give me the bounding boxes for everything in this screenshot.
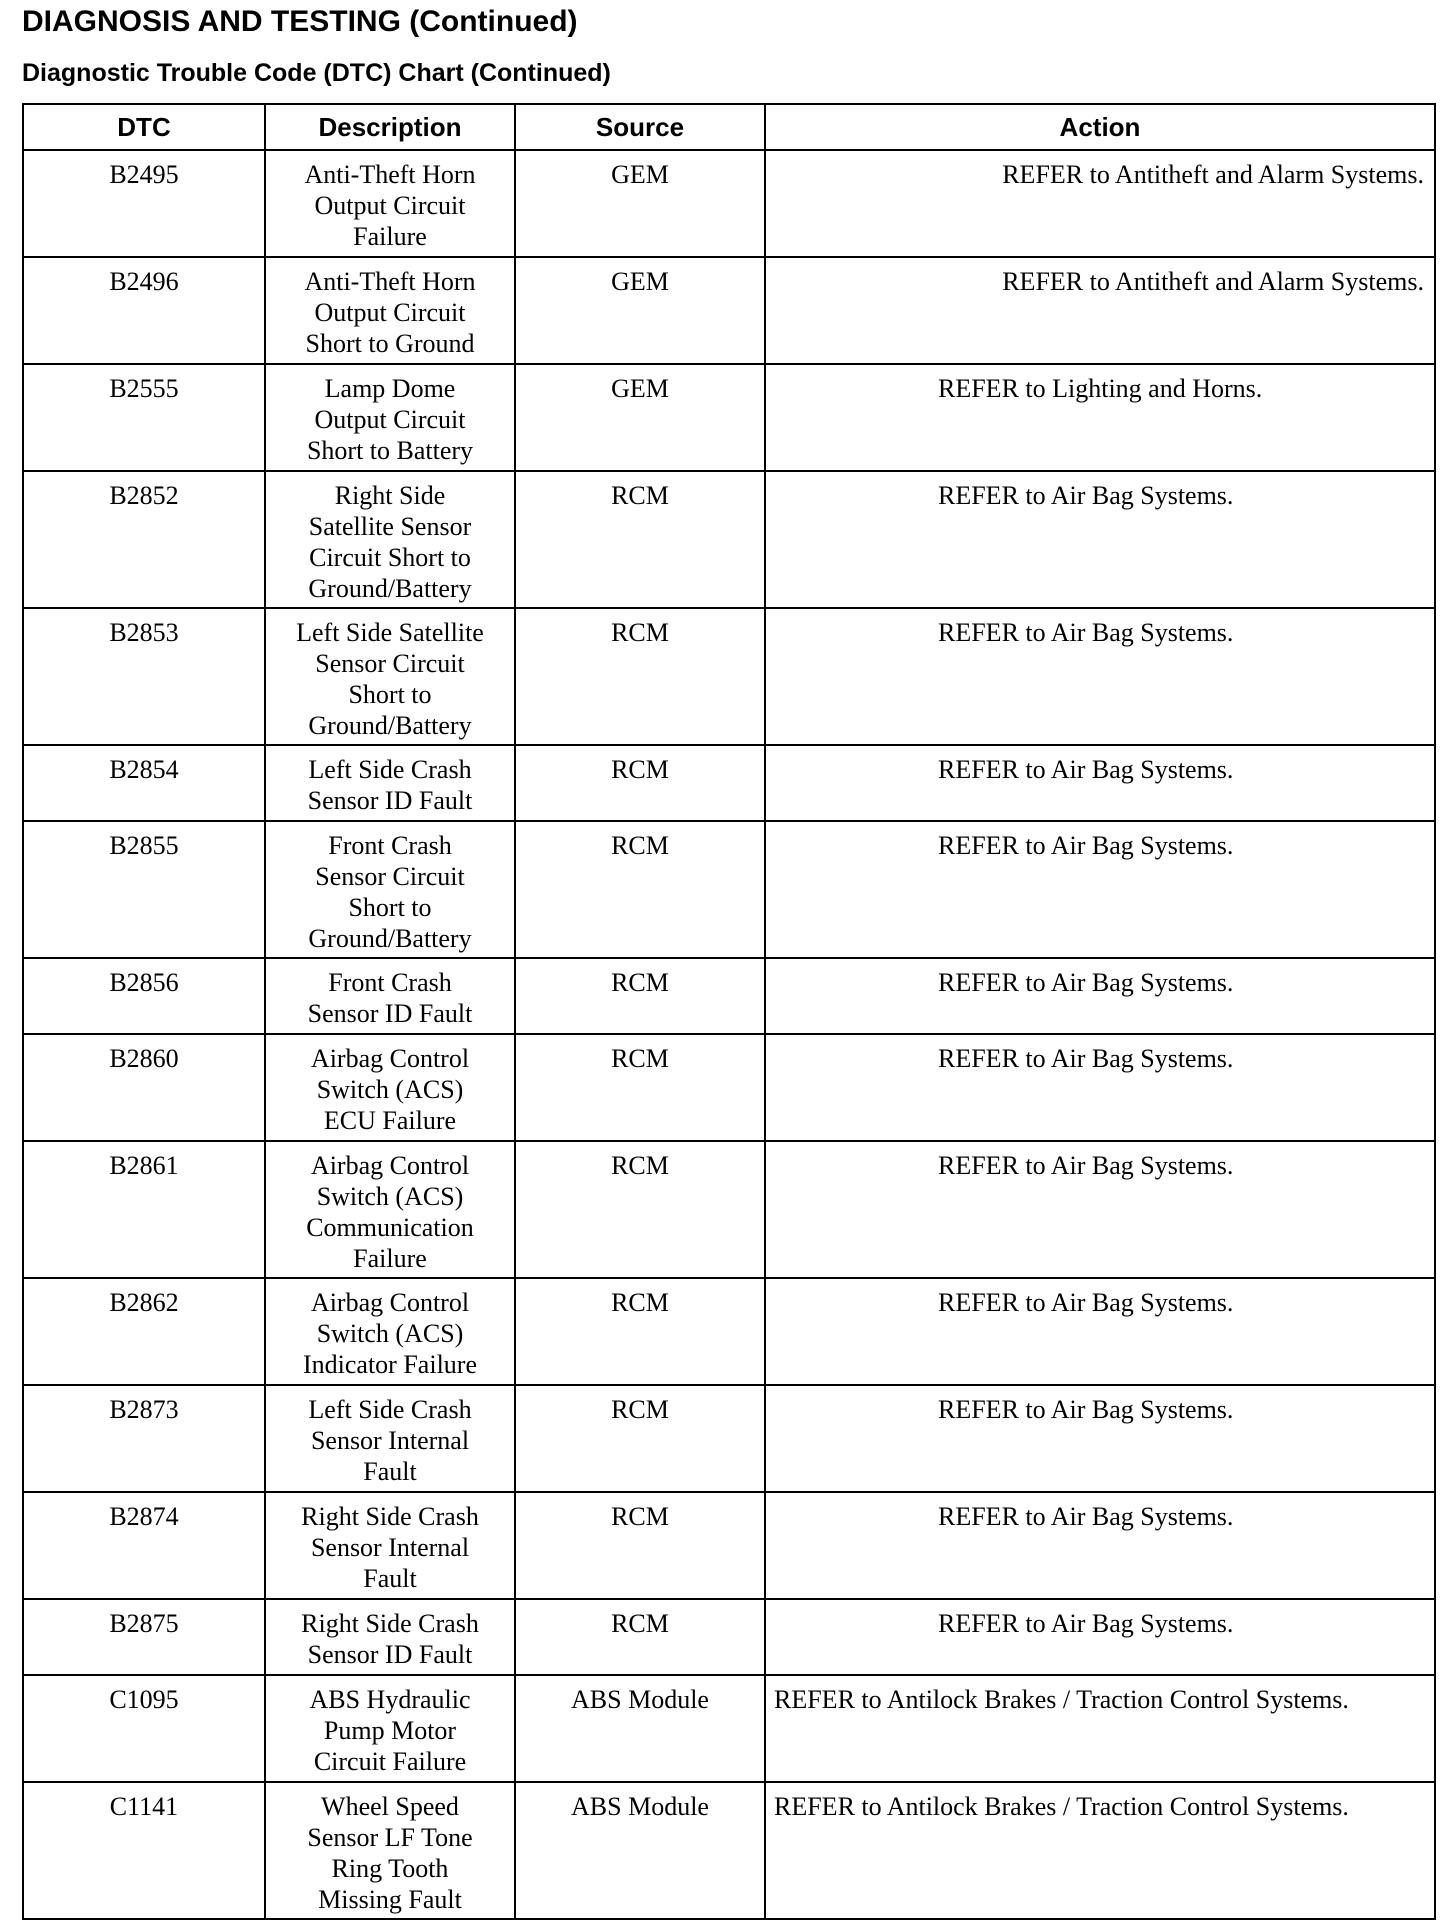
dtc-source: RCM xyxy=(515,1385,765,1492)
table-row xyxy=(23,1599,1435,1675)
dtc-code: C1095 xyxy=(23,1675,265,1782)
dtc-action: REFER to Air Bag Systems. xyxy=(765,1034,1435,1141)
dtc-code: B2856 xyxy=(23,958,265,1034)
dtc-source: RCM xyxy=(515,1278,765,1385)
dtc-description: Airbag Control Switch (ACS) Indicator Failure xyxy=(265,1278,515,1385)
table-row xyxy=(23,1278,1435,1385)
dtc-action: REFER to Antilock Brakes / Traction Control Systems. xyxy=(765,1675,1435,1782)
table-row xyxy=(23,471,1435,608)
dtc-action: REFER to Air Bag Systems. xyxy=(765,1278,1435,1385)
dtc-code: B2496 xyxy=(23,257,265,364)
table-row xyxy=(23,150,1435,257)
dtc-code: B2852 xyxy=(23,471,265,608)
table-row xyxy=(23,1385,1435,1492)
dtc-source: RCM xyxy=(515,608,765,745)
dtc-source: RCM xyxy=(515,958,765,1034)
dtc-source: RCM xyxy=(515,1034,765,1141)
dtc-description: Right Side Crash Sensor Internal Fault xyxy=(265,1492,515,1599)
dtc-source: RCM xyxy=(515,471,765,608)
dtc-description: ABS Hydraulic Pump Motor Circuit Failure xyxy=(265,1675,515,1782)
dtc-description: Left Side Crash Sensor Internal Fault xyxy=(265,1385,515,1492)
table-row xyxy=(23,1034,1435,1141)
table-row xyxy=(23,257,1435,364)
dtc-action: REFER to Air Bag Systems. xyxy=(765,1141,1435,1278)
table-row xyxy=(23,1492,1435,1599)
dtc-description: Left Side Satellite Sensor Circuit Short to Ground/Battery xyxy=(265,608,515,745)
dtc-chart-table xyxy=(22,103,1436,1920)
dtc-code: B2853 xyxy=(23,608,265,745)
dtc-action: REFER to Antitheft and Alarm Systems. xyxy=(765,150,1435,257)
dtc-description: Front Crash Sensor ID Fault xyxy=(265,958,515,1034)
table-header-row xyxy=(23,104,1435,150)
dtc-code: B2855 xyxy=(23,821,265,958)
dtc-source: GEM xyxy=(515,364,765,471)
dtc-source: RCM xyxy=(515,821,765,958)
dtc-action: REFER to Air Bag Systems. xyxy=(765,821,1435,958)
table-row xyxy=(23,821,1435,958)
dtc-description: Left Side Crash Sensor ID Fault xyxy=(265,745,515,821)
dtc-action: REFER to Air Bag Systems. xyxy=(765,1492,1435,1599)
dtc-description: Lamp Dome Output Circuit Short to Battery xyxy=(265,364,515,471)
dtc-source: RCM xyxy=(515,745,765,821)
page-title: DIAGNOSIS AND TESTING (Continued) xyxy=(22,5,578,38)
table-row xyxy=(23,958,1435,1034)
dtc-code: B2875 xyxy=(23,1599,265,1675)
dtc-source: ABS Module xyxy=(515,1782,765,1919)
dtc-action: REFER to Antitheft and Alarm Systems. xyxy=(765,257,1435,364)
table-row xyxy=(23,745,1435,821)
dtc-action: REFER to Air Bag Systems. xyxy=(765,608,1435,745)
dtc-code: B2495 xyxy=(23,150,265,257)
dtc-description: Airbag Control Switch (ACS) Communication Failure xyxy=(265,1141,515,1278)
dtc-code: B2555 xyxy=(23,364,265,471)
table-row xyxy=(23,1782,1435,1919)
dtc-code: B2861 xyxy=(23,1141,265,1278)
column-header-action: Action xyxy=(765,104,1435,150)
chart-subtitle: Diagnostic Trouble Code (DTC) Chart (Continued) xyxy=(22,59,611,87)
dtc-action: REFER to Antilock Brakes / Traction Control Systems. xyxy=(765,1782,1435,1919)
column-header-description: Description xyxy=(265,104,515,150)
table-row xyxy=(23,364,1435,471)
dtc-description: Right Side Satellite Sensor Circuit Short to Ground/Battery xyxy=(265,471,515,608)
dtc-description: Airbag Control Switch (ACS) ECU Failure xyxy=(265,1034,515,1141)
dtc-description: Anti-Theft Horn Output Circuit Failure xyxy=(265,150,515,257)
column-header-source: Source xyxy=(515,104,765,150)
dtc-action: REFER to Air Bag Systems. xyxy=(765,958,1435,1034)
dtc-description: Wheel Speed Sensor LF Tone Ring Tooth Missing Fault xyxy=(265,1782,515,1919)
dtc-description: Right Side Crash Sensor ID Fault xyxy=(265,1599,515,1675)
dtc-source: RCM xyxy=(515,1599,765,1675)
column-header-dtc: DTC xyxy=(23,104,265,150)
dtc-action: REFER to Air Bag Systems. xyxy=(765,471,1435,608)
dtc-source: ABS Module xyxy=(515,1675,765,1782)
dtc-code: B2860 xyxy=(23,1034,265,1141)
dtc-source: GEM xyxy=(515,150,765,257)
dtc-code: B2874 xyxy=(23,1492,265,1599)
dtc-description: Anti-Theft Horn Output Circuit Short to Ground xyxy=(265,257,515,364)
dtc-source: GEM xyxy=(515,257,765,364)
dtc-source: RCM xyxy=(515,1141,765,1278)
dtc-source: RCM xyxy=(515,1492,765,1599)
table-row xyxy=(23,1141,1435,1278)
table-row xyxy=(23,608,1435,745)
dtc-code: B2854 xyxy=(23,745,265,821)
dtc-action: REFER to Air Bag Systems. xyxy=(765,745,1435,821)
table-row xyxy=(23,1675,1435,1782)
dtc-code: C1141 xyxy=(23,1782,265,1919)
dtc-code: B2862 xyxy=(23,1278,265,1385)
dtc-description: Front Crash Sensor Circuit Short to Ground/Battery xyxy=(265,821,515,958)
dtc-action: REFER to Air Bag Systems. xyxy=(765,1385,1435,1492)
dtc-action: REFER to Air Bag Systems. xyxy=(765,1599,1435,1675)
dtc-code: B2873 xyxy=(23,1385,265,1492)
dtc-action: REFER to Lighting and Horns. xyxy=(765,364,1435,471)
